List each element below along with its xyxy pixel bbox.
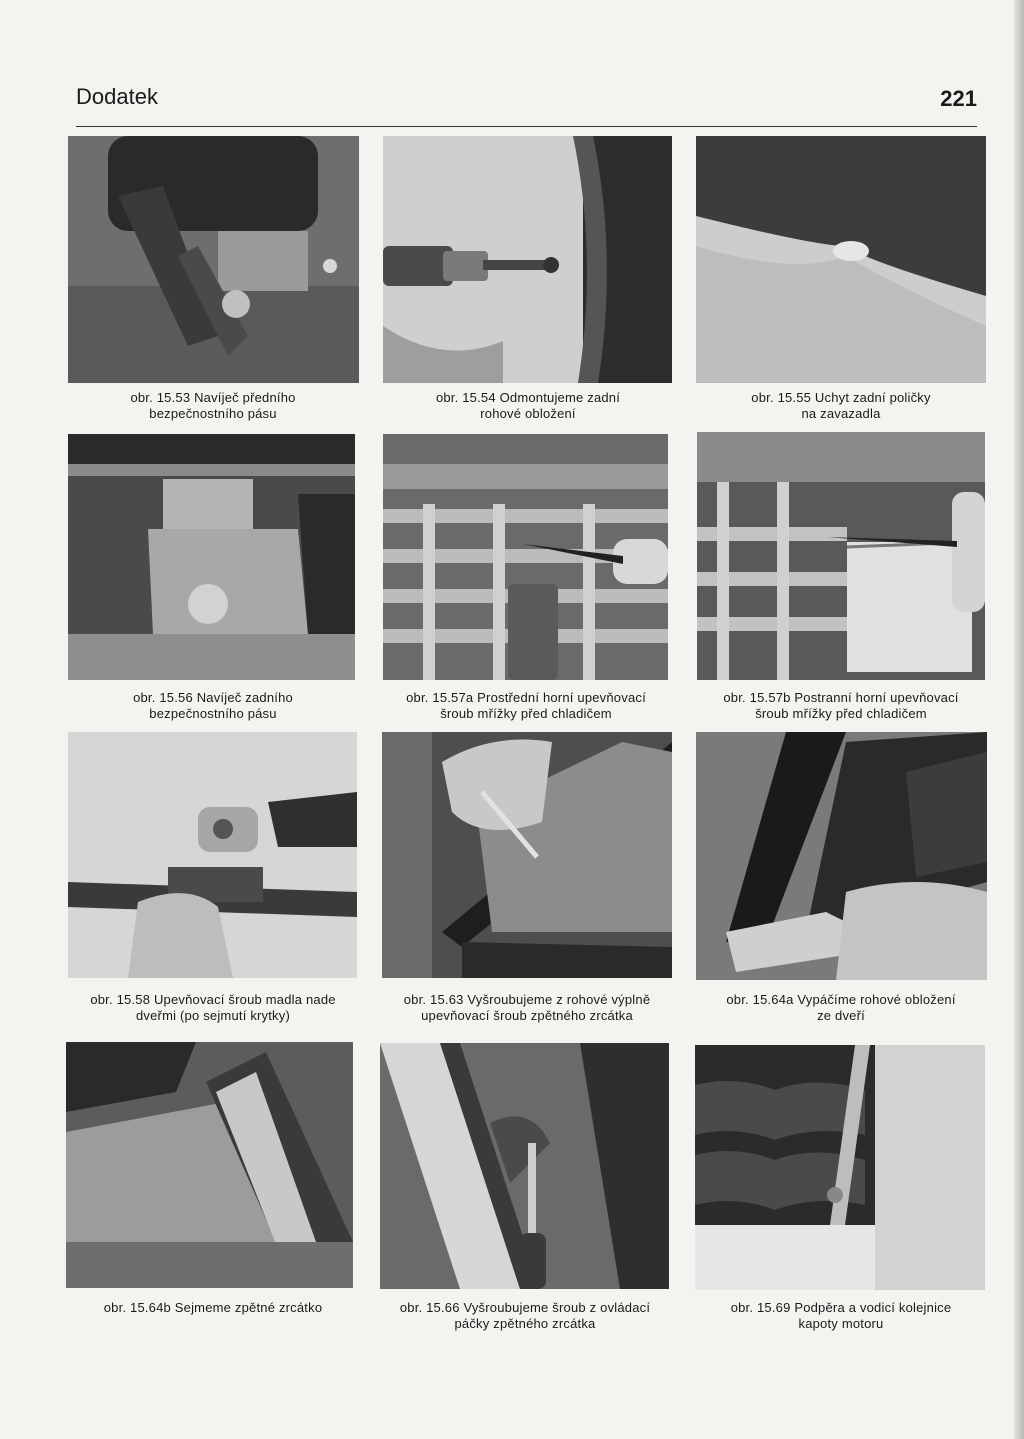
figure-caption: obr. 15.64b Sejmeme zpětné zrcátko <box>103 1300 323 1315</box>
photo-mirror-corner-screw <box>382 732 672 978</box>
figure-caption: obr. 15.55 Uchyt zadní poličky na zavazadla <box>751 390 931 421</box>
photo-seatbelt-rear-retractor <box>68 434 355 680</box>
figure-caption: obr. 15.57a Prostřední horní upevňovací šroub mřížky před chladičem <box>406 690 646 721</box>
figure-caption: obr. 15.54 Odmontujeme zadní rohové obložení <box>435 390 621 421</box>
photo-grab-handle-screw <box>68 732 357 978</box>
photo-grille-center-screw <box>383 434 668 680</box>
photo-grille-side-screw <box>697 432 985 680</box>
photo-parcel-shelf-mount <box>696 136 986 383</box>
photo-remove-mirror <box>66 1042 353 1288</box>
photo-rear-corner-trim <box>383 136 672 383</box>
photo-mirror-lever-screw <box>380 1043 669 1289</box>
figure-caption: obr. 15.69 Podpěra a vodicí kolejnice kapoty motoru <box>730 1300 952 1331</box>
figure-caption: obr. 15.66 Vyšroubujeme šroub z ovládací páčky zpětného zrcátka <box>399 1300 651 1331</box>
photo-hood-strut <box>695 1045 985 1290</box>
figure-caption: obr. 15.53 Navíječ předního bezpečnostního pásu <box>130 390 296 421</box>
header-rule <box>76 126 977 127</box>
figure-caption: obr. 15.64a Vypáčíme rohové obložení ze dveří <box>726 992 956 1023</box>
figure-caption: obr. 15.56 Navíječ zadního bezpečnostního pásu <box>133 690 293 721</box>
photo-door-corner-trim <box>696 732 987 980</box>
figure-caption: obr. 15.63 Vyšroubujeme z rohové výplně upevňovací šroub zpětného zrcátka <box>403 992 651 1023</box>
page-edge-shadow <box>1014 0 1024 1439</box>
photo-seatbelt-front-retractor <box>68 136 359 383</box>
page-number: 221 <box>940 86 977 111</box>
figure-caption: obr. 15.57b Postranní horní upevňovací šroub mřížky před chladičem <box>723 690 959 721</box>
figure-caption: obr. 15.58 Upevňovací šroub madla nade dveřmi (po sejmutí krytky) <box>90 992 336 1023</box>
running-header-title: Dodatek <box>76 84 158 109</box>
